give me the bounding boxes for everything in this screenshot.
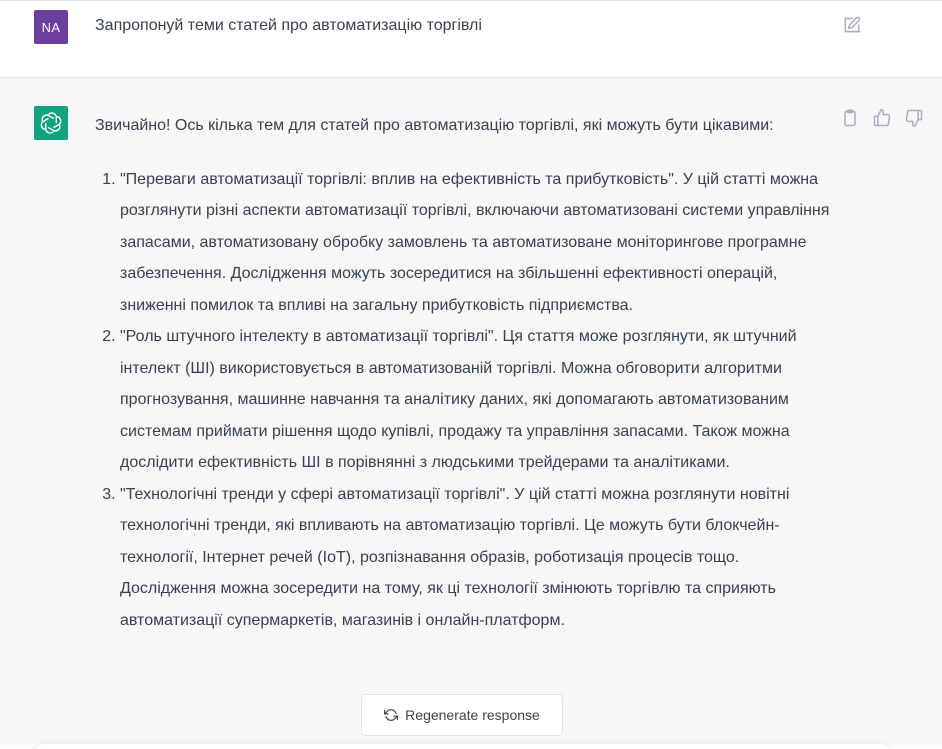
thumbs-down-icon[interactable]: [904, 108, 924, 128]
assistant-message-text: [95, 110, 835, 636]
topics-list: [95, 164, 835, 637]
user-message-row: [0, 0, 942, 78]
prompt-input-edge[interactable]: [34, 744, 890, 749]
openai-logo-icon: [39, 111, 63, 135]
user-message-text: Запропонуй теми статей про автоматизацію торгівлі: [95, 17, 482, 34]
user-avatar-initials: NA: [41, 19, 61, 35]
assistant-avatar: [34, 106, 68, 140]
user-avatar: [34, 10, 68, 44]
assistant-message-row: [0, 78, 942, 749]
message-actions: [840, 108, 924, 128]
edit-icon[interactable]: [842, 15, 862, 35]
list-item: 2. "Роль штучного інтелекту в автоматизації торгівлі". Ця стаття може розглянути, як штучний інтелект (ШІ) використовується в автоматизованій торгівлі. Можна обговорити алгоритми прогнозування, машинне навчання та аналітику даних, які допомагають автоматизованим системам приймати рішення щодо купівлі, продажу та управління запасами. Також можна дослідити ефективність ШІ в порівнянні з людськими трейдерами та аналітиками.: [120, 321, 835, 479]
regenerate-response-button[interactable]: [361, 694, 563, 736]
list-item: 1. "Переваги автоматизації торгівлі: вплив на ефективність та прибутковість". У цій статті можна розглянути різні аспекти автоматизації торгівлі, включаючи автоматизовані системи управління запасами, автоматизовану обробку замовлень та автоматизоване моніторингове програмне забезпечення. Дослідження можуть зосередитися на збільшенні ефективності операцій, зниженні помилок та впливі на загальну прибутковість підприємства.: [120, 164, 835, 322]
clipboard-icon[interactable]: [840, 108, 860, 128]
assistant-intro: Звичайно! Ось кілька тем для статей про автоматизацію торгівлі, які можуть бути цікавими:: [95, 117, 774, 134]
thumbs-up-icon[interactable]: [872, 108, 892, 128]
list-item: 3. "Технологічні тренди у сфері автоматизації торгівлі". У цій статті можна розглянути новітні технологічні тренди, які впливають на автоматизацію торгівлі. Це можуть бути блокчейн-технології, Інтернет речей (IoT), розпізнавання образів, роботизація процесів тощо. Дослідження можна зосередити на тому, як ці технології змінюють торгівлю та сприяють автоматизації супермаркетів, магазинів і онлайн-платформ.: [120, 479, 835, 637]
regenerate-label: Regenerate response: [405, 707, 540, 723]
refresh-icon: [384, 708, 398, 722]
